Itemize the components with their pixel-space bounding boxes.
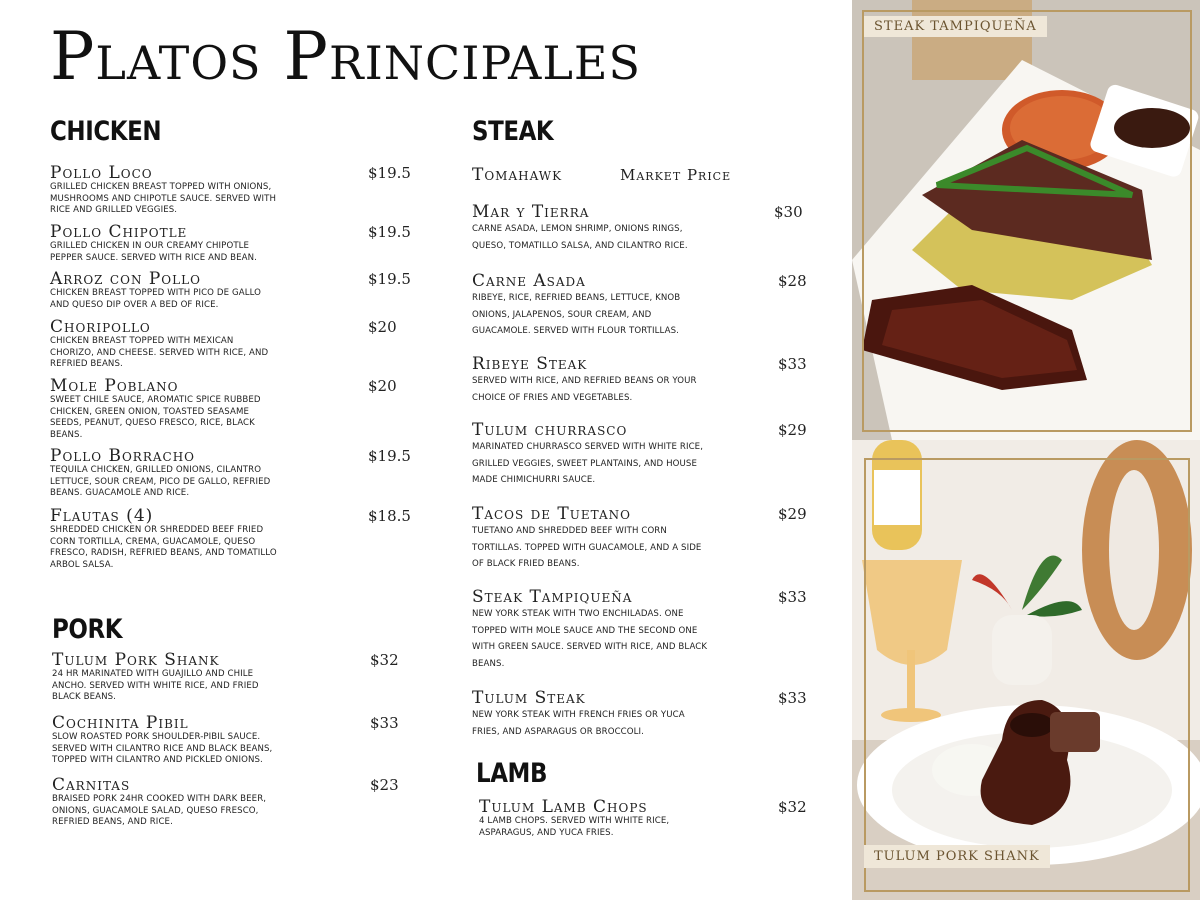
menu-item: [50, 163, 411, 217]
item-description: TEQUILA CHICKEN, GRILLED ONIONS, CILANTRO LETTUCE, SOUR CREAM, PICO DE GALLO, REFRIED BEANS. GUACAMOLE AND RICE.: [50, 465, 271, 498]
menu-item: [472, 688, 807, 740]
item-description: BRAISED PORK 24HR COOKED WITH DARK BEER, ONIONS, GUACAMOLE SALAD, QUESO FRESCO, REFRIED BEANS, AND RICE.: [52, 794, 267, 827]
steak-tampiquena-photo: [852, 0, 1200, 440]
menu-item: [472, 504, 807, 573]
item-price: $28: [778, 272, 807, 290]
menu-item: [52, 650, 399, 704]
item-price: $18.5: [368, 507, 411, 525]
item-name: Carne Asada: [472, 271, 586, 291]
menu-item: [472, 587, 807, 672]
item-price: $19.5: [368, 447, 411, 465]
menu-item: [50, 376, 397, 441]
item-name: Mar y Tierra: [472, 202, 590, 222]
item-description: RIBEYE, RICE, REFRIED BEANS, LETTUCE, KNOB ONIONS, JALAPENOS, SOUR CREAM, AND GUACAMOLE. SERVED WITH FLOUR TORTILLAS.: [472, 293, 681, 336]
item-price: $33: [778, 355, 807, 373]
item-price: $19.5: [368, 223, 411, 241]
menu-item: [50, 506, 411, 571]
photo-caption-bottom: TULUM PORK SHANK: [864, 845, 1050, 868]
menu-item: [50, 446, 411, 500]
photo-column: [852, 0, 1200, 900]
section-heading-pork: PORK: [52, 614, 123, 645]
tulum-pork-shank-photo: [852, 440, 1200, 900]
item-price: $33: [778, 588, 807, 606]
item-price: $32: [370, 651, 399, 669]
item-price: $23: [370, 776, 399, 794]
item-description: GRILLED CHICKEN BREAST TOPPED WITH ONIONS, MUSHROOMS AND CHIPOTLE SAUCE. SERVED WITH RICE AND GRILLED VEGGIES.: [50, 182, 277, 215]
item-name: Tacos de Tuetano: [472, 504, 631, 524]
item-price: $33: [370, 714, 399, 732]
item-name: Cochinita Pibil: [52, 713, 189, 733]
item-name: Tulum churrasco: [472, 420, 628, 440]
menu-item: [472, 271, 807, 340]
item-price: $20: [368, 318, 397, 336]
section-heading-steak: STEAK: [472, 116, 554, 147]
menu-item: [52, 775, 399, 829]
item-name: Pollo Loco: [50, 163, 153, 183]
item-name: Tomahawk: [472, 165, 563, 185]
item-description: CHICKEN BREAST TOPPED WITH PICO DE GALLO AND QUESO DIP OVER A BED OF RICE.: [50, 288, 262, 310]
item-description: GRILLED CHICKEN IN OUR CREAMY CHIPOTLE PEPPER SAUCE. SERVED WITH RICE AND BEAN.: [50, 241, 257, 263]
pork-shank-illustration: [852, 440, 1200, 900]
steak-plate-illustration: [852, 0, 1200, 440]
item-price: $32: [778, 798, 807, 816]
item-description: NEW YORK STEAK WITH FRENCH FRIES OR YUCA FRIES, AND ASPARAGUS OR BROCCOLI.: [472, 710, 685, 737]
item-description: SWEET CHILE SAUCE, AROMATIC SPICE RUBBED CHICKEN, GREEN ONION, TOASTED SEASAME SEEDS, PEANUT, QUESO FRESCO, RICE, BLACK BEANS.: [50, 395, 261, 440]
menu-item: [52, 713, 399, 767]
menu-item: [479, 797, 807, 839]
menu-item: [50, 317, 397, 371]
item-description: SERVED WITH RICE, AND REFRIED BEANS OR YOUR CHOICE OF FRIES AND VEGETABLES.: [472, 376, 697, 403]
menu-item: [472, 165, 732, 185]
item-name: Pollo Borracho: [50, 446, 196, 466]
item-name: Pollo Chipotle: [50, 222, 188, 242]
item-description: 24 HR MARINATED WITH GUAJILLO AND CHILE ANCHO. SERVED WITH WHITE RICE, AND FRIED BLACK BEANS.: [52, 669, 259, 702]
item-name: Tulum Steak: [472, 688, 586, 708]
section-heading-lamb: LAMB: [476, 758, 548, 789]
item-name: Choripollo: [50, 317, 151, 337]
menu-title: Platos Principales: [50, 18, 641, 95]
item-description: CHICKEN BREAST TOPPED WITH MEXICAN CHORIZO, AND CHEESE. SERVED WITH RICE, AND REFRIED BEANS.: [50, 336, 269, 369]
item-name: Arroz con Pollo: [50, 269, 201, 289]
item-description: MARINATED CHURRASCO SERVED WITH WHITE RICE, GRILLED VEGGIES, SWEET PLANTAINS, AND HOUSE MADE CHIMICHURRI SAUCE.: [472, 442, 704, 485]
item-price: $19.5: [368, 164, 411, 182]
item-description: CARNE ASADA, LEMON SHRIMP, ONIONS RINGS, QUESO, TOMATILLO SALSA, AND CILANTRO RICE.: [472, 224, 688, 251]
item-description: TUETANO AND SHREDDED BEEF WITH CORN TORTILLAS. TOPPED WITH GUACAMOLE, AND A SIDE OF BLACK FRIED BEANS.: [472, 526, 702, 569]
item-name: Ribeye Steak: [472, 354, 588, 374]
section-heading-chicken: CHICKEN: [50, 116, 162, 147]
menu-item: [472, 354, 807, 406]
item-price: $33: [778, 689, 807, 707]
item-description: SLOW ROASTED PORK SHOULDER-PIBIL SAUCE. SERVED WITH CILANTRO RICE AND BLACK BEANS, TOPPED WITH CILANTRO AND PICKLED ONIONS.: [52, 732, 273, 765]
menu-item: [472, 420, 807, 489]
item-name: Tulum Pork Shank: [52, 650, 220, 670]
menu-item: [50, 269, 411, 311]
item-name: Flautas (4): [50, 506, 154, 526]
item-price: $19.5: [368, 270, 411, 288]
item-price: $30: [774, 203, 803, 221]
item-price: $20: [368, 377, 397, 395]
item-price: Market Price: [620, 166, 732, 184]
item-description: 4 LAMB CHOPS. SERVED WITH WHITE RICE, ASPARAGUS, AND YUCA FRIES.: [479, 816, 670, 838]
item-description: NEW YORK STEAK WITH TWO ENCHILADAS. ONE TOPPED WITH MOLE SAUCE AND THE SECOND ONE WITH GREEN SAUCE. SERVED WITH RICE, AND BLACK BEANS.: [472, 609, 708, 669]
item-name: Tulum Lamb Chops: [479, 797, 648, 817]
item-name: Mole Poblano: [50, 376, 179, 396]
photo-caption-top: STEAK TAMPIQUEÑA: [864, 16, 1047, 37]
item-name: Steak Tampiqueña: [472, 587, 633, 607]
item-name: Carnitas: [52, 775, 131, 795]
item-description: SHREDDED CHICKEN OR SHREDDED BEEF FRIED CORN TORTILLA, CREMA, GUACAMOLE, QUESO FRESCO, RADISH, REFRIED BEANS, AND TOMATILLO ARBOL SALSA.: [50, 525, 277, 570]
menu-item: [50, 222, 411, 264]
item-price: $29: [778, 421, 807, 439]
menu-item: [472, 202, 803, 254]
item-price: $29: [778, 505, 807, 523]
